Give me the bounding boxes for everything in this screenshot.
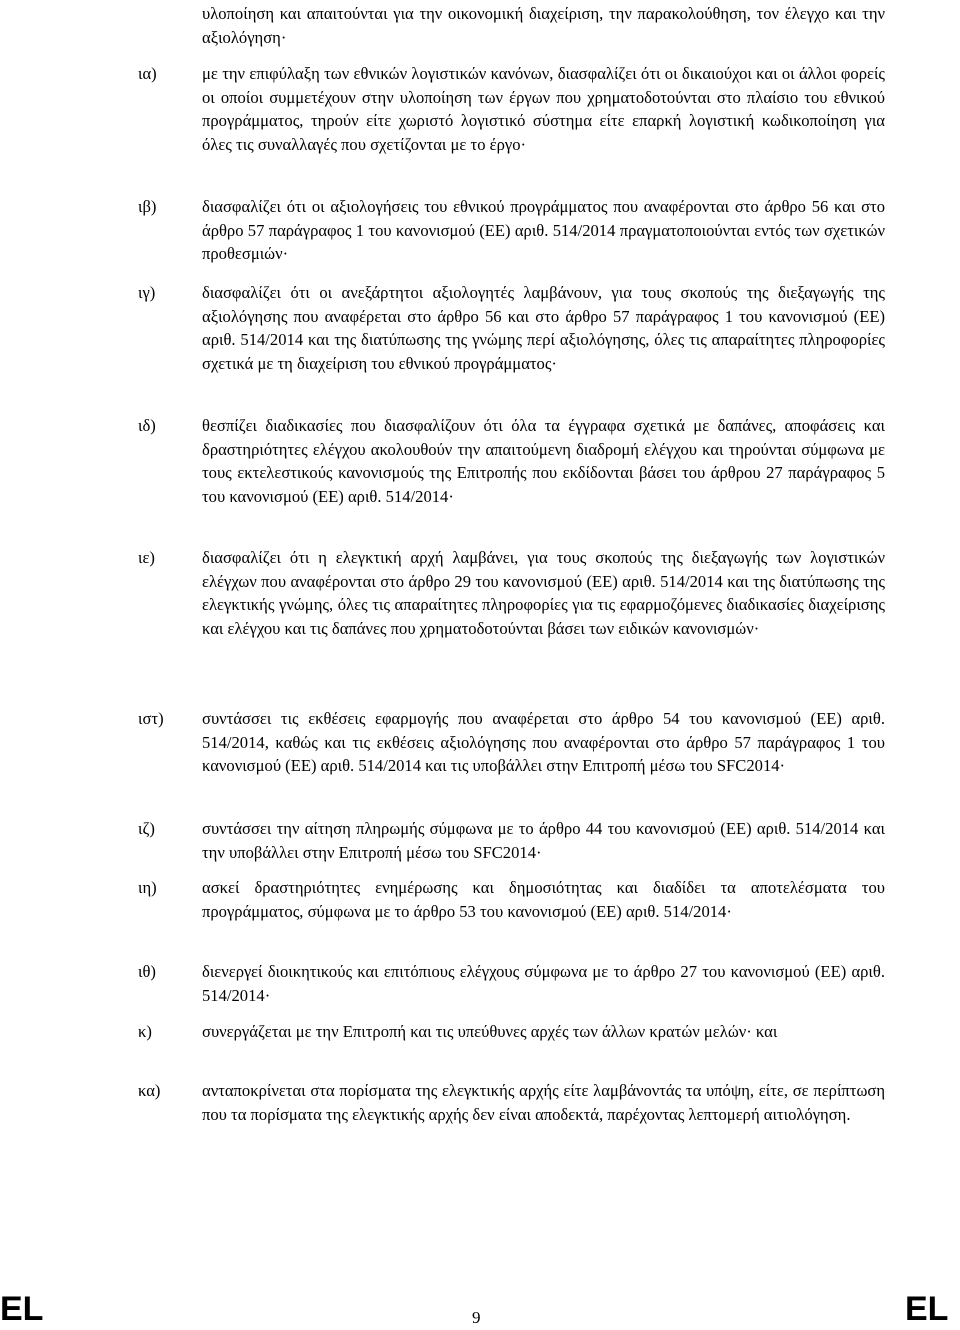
item-text: διενεργεί διοικητικούς και επιτόπιους ελέγχους σύμφωνα με το άρθρο 27 του κανονισμού (ΕΕ) αριθ. 514/2014· xyxy=(202,962,885,1005)
item-label: ιστ) xyxy=(138,709,164,728)
item-label: κ) xyxy=(138,1022,152,1041)
footer-language-right: EL xyxy=(905,1290,949,1328)
item-text: διασφαλίζει ότι η ελεγκτική αρχή λαμβάνει, για τους σκοπούς της διεξαγωγής των λογιστικών ελέγχων που αναφέρονται στο άρθρο 29 του κανονισμού (ΕΕ) αριθ. 514/2014 και της διατύπωσης της ελεγκτικής γνώμης, όλες τις απαραίτητες πληροφορίες για τις εφαρμοζόμενες διαδικασίες διαχείρισης και ελέγχου και τις δαπάνες που χρηματοδοτούνται βάσει των ειδικών κανονισμών· xyxy=(202,548,885,638)
item-label: κα) xyxy=(138,1081,161,1100)
item-text: συντάσσει τις εκθέσεις εφαρμογής που αναφέρεται στο άρθρο 54 του κανονισμού (ΕΕ) αριθ. 514/2014, καθώς και τις εκθέσεις αξιολόγησης που αναφέρονται στο άρθρο 57 παράγραφος 1 του κανονισμού (ΕΕ) αριθ. 514/2014 και τις υποβάλλει στην Επιτροπή μέσω του SFC2014· xyxy=(202,709,885,776)
lead-paragraph: υλοποίηση και απαιτούνται για την οικονομική διαχείριση, την παρακολούθηση, τον έλεγχο και την αξιολόγηση· xyxy=(202,4,885,47)
item-label: ια) xyxy=(138,64,157,83)
item-label: ιε) xyxy=(138,548,155,567)
page-number: 9 xyxy=(472,1308,481,1327)
item-text: συντάσσει την αίτηση πληρωμής σύμφωνα με το άρθρο 44 του κανονισμού (ΕΕ) αριθ. 514/2014 και την υποβάλλει στην Επιτροπή μέσω του SFC2014· xyxy=(202,819,885,862)
item-text: θεσπίζει διαδικασίες που διασφαλίζουν ότι όλα τα έγγραφα σχετικά με δαπάνες, αποφάσεις και δραστηριότητες ελέγχου ακολουθούν την απαιτούμενη διαδρομή ελέγχου και τηρούνται σύμφωνα με τους εκτελεστικούς κανονισμούς της Επιτροπής που εκδίδονται βάσει του άρθρου 27 παράγραφος 5 του κανονισμού (ΕΕ) αριθ. 514/2014· xyxy=(202,416,885,506)
item-text: διασφαλίζει ότι οι αξιολογήσεις του εθνικού προγράμματος που αναφέρονται στο άρθρο 56 και στο άρθρο 57 παράγραφος 1 του κανονισμού (ΕΕ) αριθ. 514/2014 πραγματοποιούνται εντός των σχετικών προθεσμιών· xyxy=(202,197,885,264)
footer-language-left: EL xyxy=(0,1290,44,1328)
item-label: ιδ) xyxy=(138,416,156,435)
item-label: ιγ) xyxy=(138,283,156,302)
item-label: ιη) xyxy=(138,878,157,897)
item-label: ιβ) xyxy=(138,197,157,216)
item-text: συνεργάζεται με την Επιτροπή και τις υπεύθυνες αρχές των άλλων κρατών μελών· και xyxy=(202,1022,778,1041)
item-label: ιθ) xyxy=(138,962,156,981)
item-text: ανταποκρίνεται στα πορίσματα της ελεγκτικής αρχής είτε λαμβάνοντάς τα υπόψη, είτε, σε περίπτωση που τα πορίσματα της ελεγκτικής αρχής δεν είναι αποδεκτά, παρέχοντας λεπτομερή αιτιολόγηση. xyxy=(202,1081,885,1124)
item-text: με την επιφύλαξη των εθνικών λογιστικών κανόνων, διασφαλίζει ότι οι δικαιούχοι και οι άλλοι φορείς οι οποίοι συμμετέχουν στην υλοποίηση των έργων που χρηματοδοτούνται στο πλαίσιο του εθνικού προγράμματος, τηρούν είτε χωριστό λογιστικό σύστημα είτε επαρκή λογιστική κωδικοποίηση για όλες τις συναλλαγές που σχετίζονται με το έργο· xyxy=(202,64,885,154)
item-text: διασφαλίζει ότι οι ανεξάρτητοι αξιολογητές λαμβάνουν, για τους σκοπούς της διεξαγωγής της αξιολόγησης που αναφέρεται στο άρθρο 56 και στο άρθρο 57 παράγραφος 1 του κανονισμού (ΕΕ) αριθ. 514/2014 και της διατύπωσης της γνώμης περί αξιολόγησης, όλες τις απαραίτητες πληροφορίες σχετικά με τη διαχείριση του εθνικού προγράμματος· xyxy=(202,283,885,373)
item-text: ασκεί δραστηριότητες ενημέρωσης και δημοσιότητας και διαδίδει τα αποτελέσματα του προγράμματος, σύμφωνα με το άρθρο 53 του κανονισμού (ΕΕ) αριθ. 514/2014· xyxy=(202,878,885,921)
item-label: ιζ) xyxy=(138,819,155,838)
